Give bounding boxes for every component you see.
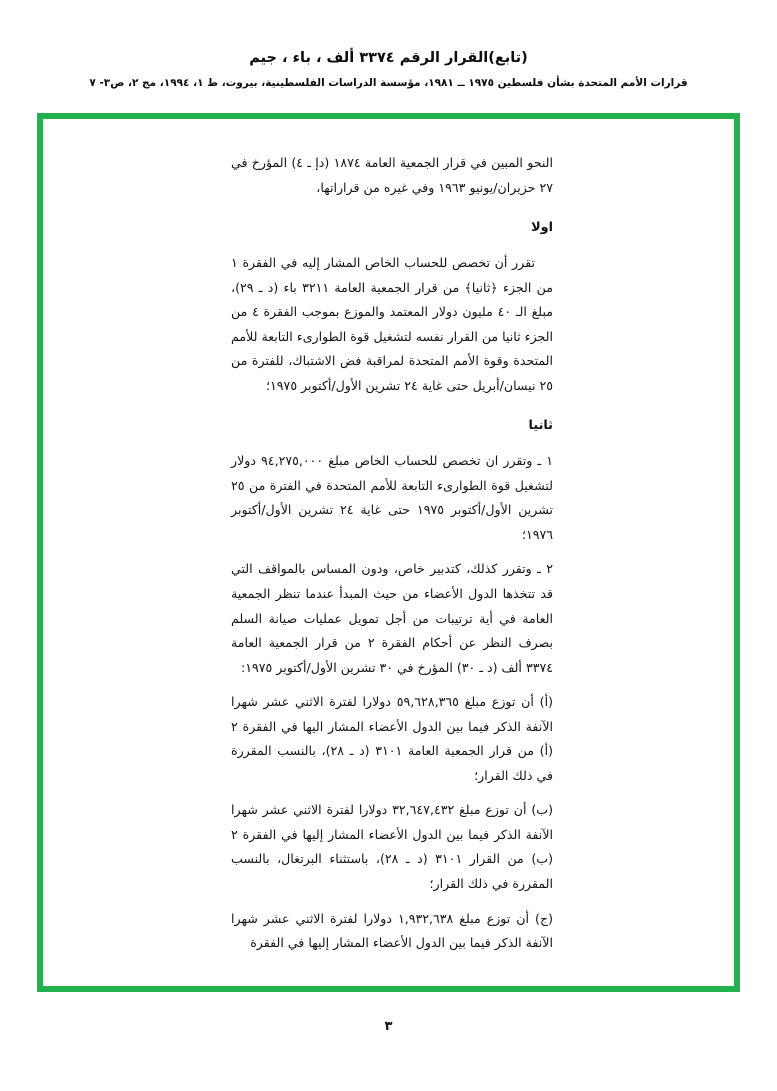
document-title: (تابع)القرار الرقم ٣٣٧٤ ألف ، باء ، جيم bbox=[249, 50, 528, 66]
clause-item-2: ٢ ـ وتقرر كذلك، كتدبير خاص، ودون المساس بالمواقف التي قد تتخذها الدول الأعضاء من حيث المبدأ عندما تنظر الجمعية العامة في أية ترتيبات من أجل تمويل عمليات صيانة السلم بصرف النظر عن أحكام الفقرة ٢ من قرار الجمعية العامة ٣٣٧٤ ألف (د ـ ٣٠) المؤرخ في ٣٠ تشرين الأول/أكتوبر ١٩٧٥: bbox=[231, 561, 553, 675]
clause-item-b: (ب) أن توزع مبلغ ٣٢,٦٤٧,٤٣٢ دولارا لفترة الاثني عشر شهرا الآنفة الذكر فيما بين الدول الأعضاء المشار إليها في الفقرة ٢ (ب) من القرار ٣١٠١ (د ـ ٢٨)، باستثناء البرتغال، بالنسب المقررة في ذلك القرار؛ bbox=[231, 802, 554, 892]
clause-item-c: (ج) أن توزع مبلغ ١,٩٣٢,٦٣٨ دولارا لفترة الاثني عشر شهرا الآنفة الذكر فيما بين الدول الأعضاء المشار إليها في الفقرة bbox=[231, 910, 553, 951]
document-source-line: قرارات الأمم المتحدة بشأن فلسطين ١٩٧٥ ــ ١٩٨١، مؤسسة الدراسات الفلسطينية، بيروت، ط ١، ١٩٩٤، مج ٢، ص٣- ٧ bbox=[89, 76, 688, 89]
section-one-paragraph: تقرر أن تخصص للحساب الخاص المشار إليه في الفقرة ١ من الجزء ﴿ثانيا﴾ من قرار الجمعية العامة ٣٢١١ باء (د ـ ٢٩)، مبلغ الـ ٤٠ مليون دولار المعتمد والموزع بموجب الفقرة ٤ من الجزء ثانيا من القرار نفسه لتشغيل قوة الطوارىء التابعة للأمم المتحدة وقوة الأمم المتحدة لمراقبة فض الاشتباك، للفترة من ٢٥ نيسان/أبريل حتى غاية ٢٤ تشرين الأول/أكتوبر ١٩٧٥؛ bbox=[230, 255, 554, 393]
section-heading-one: اولا bbox=[531, 220, 553, 236]
section-heading-two: ثانيا bbox=[528, 418, 553, 434]
page-number: ٣ bbox=[384, 1019, 393, 1034]
intro-paragraph: النحو المبين في قرار الجمعية العامة ١٨٧٤ (دإ ـ ٤) المؤرخ في ٢٧ حزيران/يونيو ١٩٦٣ وفي غيره من قراراتها، bbox=[231, 155, 553, 195]
clause-item-a: (أ) أن توزع مبلغ ٥٩,٦٢٨,٣٦٥ دولارا لفترة الاثني عشر شهرا الآنفة الذكر فيما بين الدول الأعضاء المشار اليها في الفقرة ٢ (أ) من قرار الجمعية العامة ٣١٠١ (د ـ ٢٨)، بالنسب المقررة في ذلك القرار؛ bbox=[231, 694, 553, 783]
document-body bbox=[231, 151, 553, 960]
green-border-frame bbox=[37, 113, 740, 992]
clause-item-1: ١ ـ وتقرر ان تخصص للحساب الخاص مبلغ ٩٤,٢٧٥,٠٠٠ دولار لتشغيل قوة الطوارىء التابعة للأمم المتحدة في الفترة من ٢٥ تشرين الأول/أكتوبر ١٩٧٥ حتى غاية ٢٤ تشرين الأول/أكتوبر ١٩٧٦؛ bbox=[231, 453, 553, 542]
page-header bbox=[0, 48, 777, 92]
